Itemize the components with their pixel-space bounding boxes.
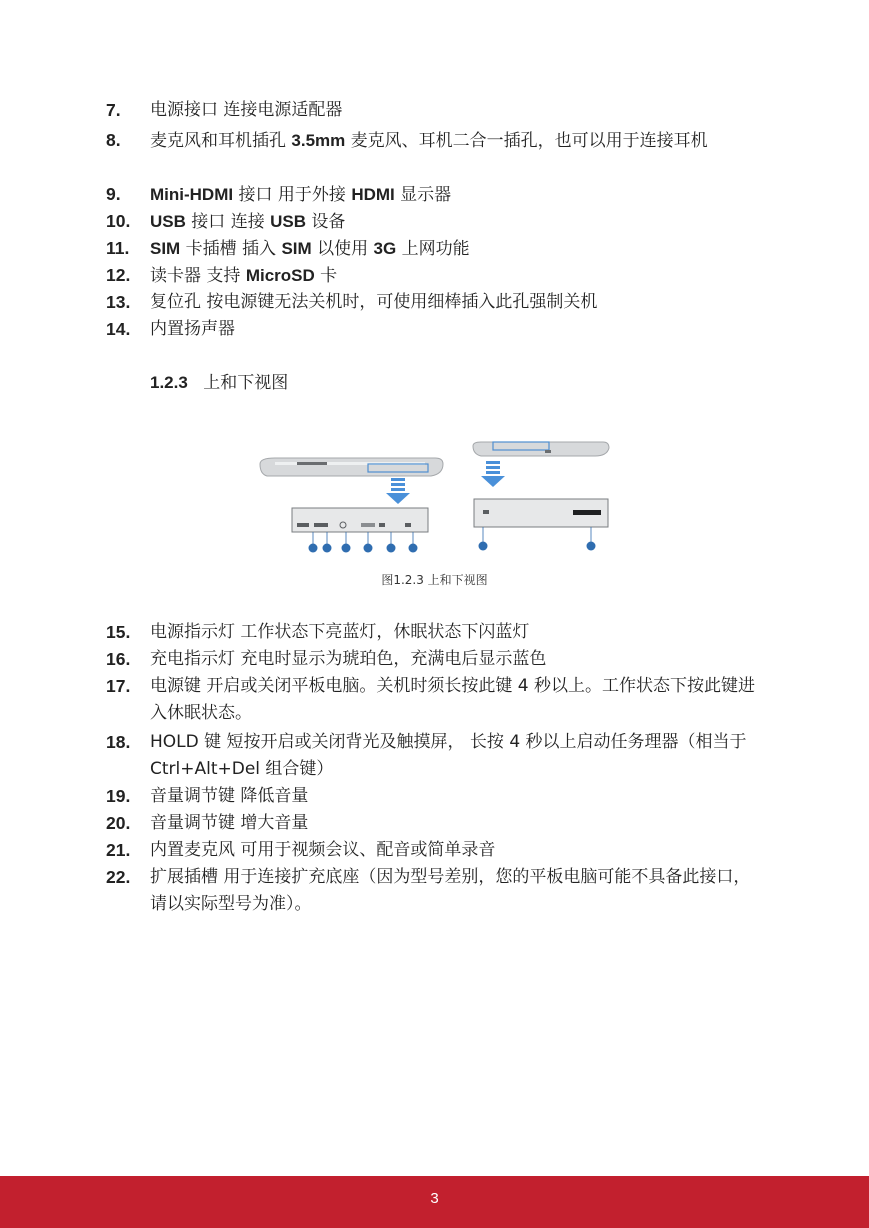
item-number: 19. [106,786,131,806]
list-item [106,864,766,918]
item-number: 12. [106,265,131,285]
item-number: 21. [106,840,131,860]
item-text: USB 接口 连接 USB 设备 [150,212,346,232]
item-number: 14. [106,319,131,339]
item-text: SIM 卡插槽 插入 SIM 以使用 3G 上网功能 [150,239,470,259]
list-item [106,810,766,837]
item-text: 电源指示灯 工作状态下亮蓝灯，休眠状态下闪蓝灯 [150,622,530,642]
list-item [106,262,766,290]
top-bottom-view-figure [255,440,615,560]
list-item [106,316,766,343]
list-item [106,235,766,263]
item-number: 9. [106,184,121,204]
list-item [106,619,766,646]
section-title: 上和下视图 [203,373,289,393]
item-number: 16. [106,649,131,669]
item-number: 7. [106,100,121,120]
item-text: 电源键 开启或关闭平板电脑。关机时须长按此键 4 秒以上。工作状态下按此键进入休眠状态。 [150,676,756,723]
item-number: 13. [106,292,131,312]
item-number: 11. [106,238,130,258]
list-item [106,127,766,155]
item-text: Mini-HDMI 接口 用于外接 HDMI 显示器 [150,185,452,205]
page-footer [0,1176,869,1228]
item-text: 内置麦克风 可用于视频会议、配音或简单录音 [150,840,496,860]
item-text: 麦克风和耳机插孔 3.5mm 麦克风、耳机二合一插孔，也可以用于连接耳机 [150,131,708,151]
item-text: 音量调节键 增大音量 [150,813,309,833]
item-number: 18. [106,732,131,752]
device-diagram [255,440,615,560]
section-number: 1.2.3 [150,373,188,392]
list-item [106,289,766,316]
item-number: 20. [106,813,131,833]
item-number: 15. [106,622,131,642]
item-text: 内置扬声器 [150,319,235,339]
item-number: 8. [106,130,121,150]
list-item [106,729,766,783]
list-item [106,783,766,810]
item-number: 17. [106,676,131,696]
item-number: 22. [106,867,131,887]
list-item [106,208,766,236]
item-text: 电源接口 连接电源适配器 [150,100,343,120]
item-text: 扩展插槽 用于连接扩充底座（因为型号差别，您的平板电脑可能不具备此接口，请以实际型号为准）。 [150,867,751,914]
item-text: 复位孔 按电源键无法关机时，可使用细棒插入此孔强制关机 [150,292,598,312]
item-number: 10. [106,211,131,231]
section-heading [150,369,288,397]
item-text: HOLD 键 短按开启或关闭背光及触摸屏， 长按 4 秒以上启动任务理器（相当于 Ctrl+Alt+Del 组合键） [150,732,747,779]
list-item [106,837,766,864]
list-item [106,181,766,209]
item-text: 音量调节键 降低音量 [150,786,309,806]
item-text: 充电指示灯 充电时显示为琥珀色，充满电后显示蓝色 [150,649,547,669]
item-text: 读卡器 支持 MicroSD 卡 [150,266,338,286]
list-item [106,97,766,124]
list-item [106,646,766,673]
page-number: 3 [430,1190,439,1207]
figure-caption: 图1.2.3 上和下视图 [381,573,488,587]
list-item [106,673,766,727]
